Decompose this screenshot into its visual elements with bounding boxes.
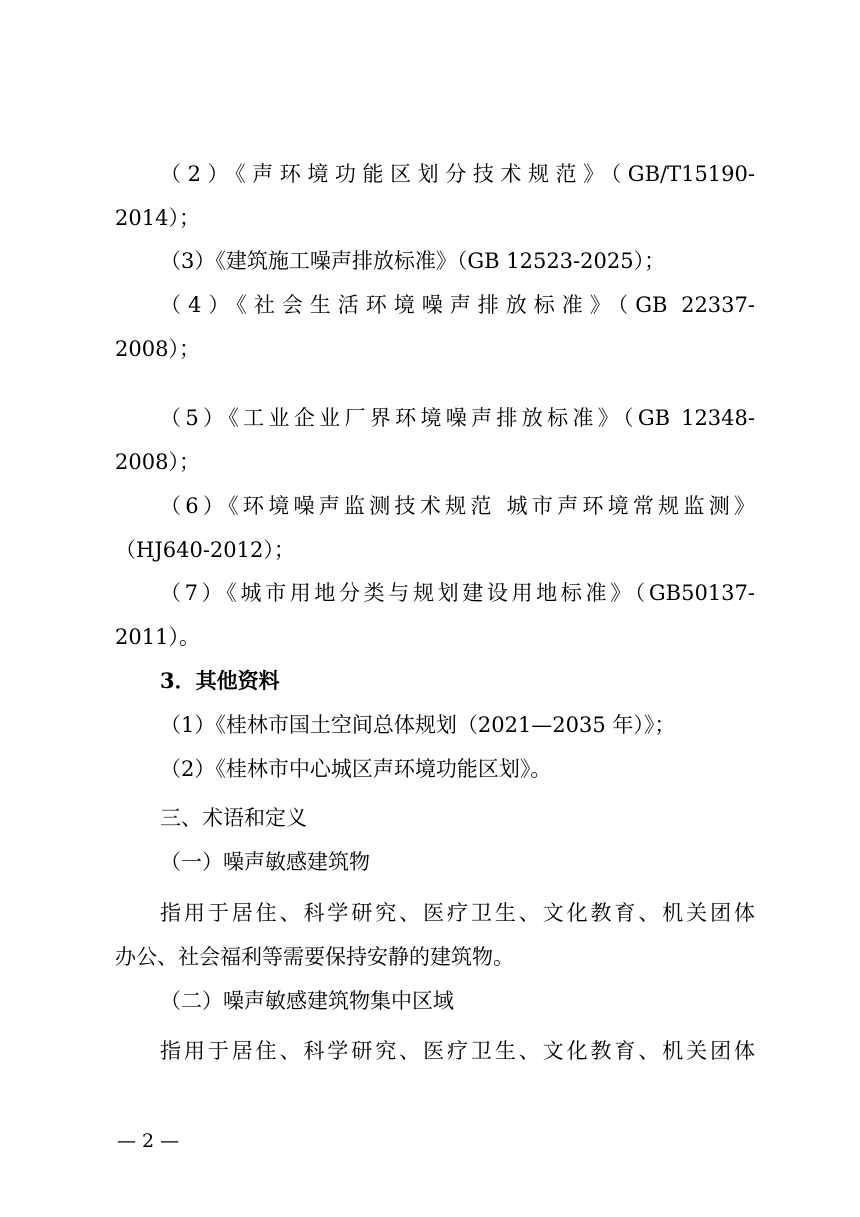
other-material-item-1: （1）《桂林市国土空间总体规划（2021—2035 年）》； [160,713,676,737]
page-number: — 2 — [117,1130,180,1152]
reference-item-6-line-1: （6）《环境噪声监测技术规范 城市声环境常规监测》 [160,494,755,518]
term-heading-1: （一）噪声敏感建筑物 [160,850,370,874]
reference-item-4-line-1: （4）《社会生活环境噪声排放标准》（GB 22337- [160,293,755,317]
term-definition-2-line-1: 指用于居住、科学研究、医疗卫生、文化教育、机关团体 [160,1039,755,1063]
reference-item-6-line-2: （HJ640-2012）； [115,538,295,562]
reference-item-5-line-2: 2008）； [115,450,200,474]
reference-item-5-line-1: （5）《工业企业厂界环境噪声排放标准》（GB 12348- [160,406,755,430]
reference-item-4-line-2: 2008）； [115,337,200,361]
term-definition-1-line-2: 办公、社会福利等需要保持安静的建筑物。 [115,945,514,969]
other-material-item-2: （2）《桂林市中心城区声环境功能区划》。 [160,757,552,781]
reference-item-3: （3）《建筑施工噪声排放标准》（GB 12523-2025）； [160,249,666,273]
reference-item-7-line-2: 2011）。 [115,625,200,649]
term-heading-2: （二）噪声敏感建筑物集中区域 [160,989,454,1013]
reference-item-7-line-1: （7）《城市用地分类与规划建设用地标准》（GB50137- [160,581,755,605]
section-heading-terms: 三、术语和定义 [160,806,307,830]
term-definition-1-line-1: 指用于居住、科学研究、医疗卫生、文化教育、机关团体 [160,901,755,925]
reference-item-2-line-1: （2）《声环境功能区划分技术规范》（GB/T15190- [160,162,755,186]
section-heading-other-materials: 3．其他资料 [160,668,280,693]
reference-item-2-line-2: 2014）； [115,206,200,230]
